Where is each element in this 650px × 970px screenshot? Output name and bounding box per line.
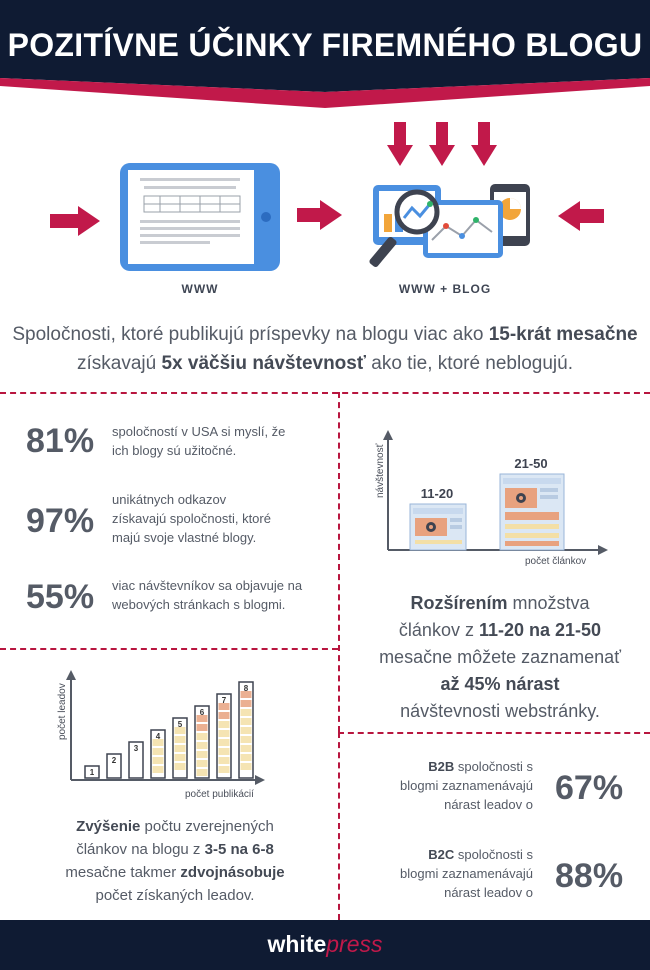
leads-bar-label: 3 — [133, 744, 139, 753]
b2c-value: 88% — [555, 857, 624, 895]
leads-bar-fill — [175, 763, 186, 770]
growth-x-label: počet článkov — [525, 556, 587, 567]
leads-bar-label: 1 — [89, 768, 95, 777]
leads-bar-fill — [175, 745, 186, 752]
leads-bar-fill — [241, 754, 252, 761]
intro-highlight: 15-krát mesačne — [488, 324, 638, 345]
leads-bar-label: 5 — [177, 720, 183, 729]
bar-label-11-20: 11-20 — [420, 486, 454, 501]
leads-bar-label: 2 — [111, 756, 117, 765]
leads-bar-label: 4 — [155, 732, 161, 741]
logo-white-part: white — [267, 931, 327, 957]
leads-highlight: Zvýšenie — [76, 818, 141, 835]
leads-bar-fill — [197, 733, 208, 740]
stat-value: 55% — [26, 578, 95, 616]
intro-text-part: získavajú — [76, 353, 162, 374]
leads-bar-fill — [241, 763, 252, 770]
segment-line: spoločnosti s — [454, 759, 533, 774]
growth-text-part: množstva — [507, 593, 590, 613]
whitepress-logo[interactable] — [0, 931, 650, 958]
stat-line: ich blogy sú užitočné. — [112, 443, 237, 458]
arrow-right-icon — [297, 200, 342, 230]
intro-text-part: ako tie, ktoré neblogujú. — [365, 353, 573, 374]
stat-item — [26, 574, 326, 634]
section-divider — [338, 732, 650, 734]
leads-growth-text — [20, 815, 330, 907]
traffic-growth-text — [355, 590, 645, 725]
leads-bar-chart — [45, 670, 315, 805]
page-title: POZITÍVNE ÚČINKY FIREMNÉHO BLOGU — [7, 27, 643, 63]
section-divider — [0, 392, 650, 394]
stat-description — [112, 576, 327, 614]
logo-press-part: press — [326, 931, 383, 957]
leads-bar-fill — [197, 742, 208, 749]
growth-text-part: článkov z — [398, 620, 479, 640]
b2b-description — [355, 757, 533, 814]
stat-item — [26, 420, 326, 480]
leads-text-part: počet získaných leadov. — [95, 887, 255, 904]
webpage-small-icon — [410, 504, 466, 550]
stat-line: majú svoje vlastné blogy. — [112, 530, 257, 545]
growth-text-part: návštevnosti webstránky. — [400, 701, 600, 721]
stat-line: získavajú spoločnosti, ktoré — [112, 511, 271, 526]
stat-item — [26, 490, 326, 550]
stat-value: 81% — [26, 422, 95, 460]
leads-bar-fill — [241, 745, 252, 752]
leads-bar-fill — [219, 757, 230, 764]
b2c-description — [355, 845, 533, 902]
segment-line: nárast leadov o — [444, 885, 533, 900]
stat-description — [112, 422, 327, 460]
leads-bar-fill — [197, 769, 208, 776]
segment-line: nárast leadov o — [444, 797, 533, 812]
leads-text-part: mesačne takmer — [65, 864, 181, 881]
leads-bar-fill — [219, 712, 230, 719]
footer — [0, 920, 650, 970]
segment-label: B2B — [428, 759, 455, 774]
arrow-down-icon — [429, 122, 455, 166]
leads-bar-label: 8 — [243, 684, 249, 693]
leads-bar-label: 7 — [221, 696, 227, 705]
devices-analytics-icon — [368, 184, 530, 268]
growth-highlight: 11-20 na 21-50 — [478, 620, 602, 640]
leads-bar-fill — [197, 760, 208, 767]
header-banner — [0, 0, 650, 108]
growth-y-label: návštevnosť — [375, 443, 386, 498]
leads-bar-fill — [241, 718, 252, 725]
leads-bar-fill — [241, 736, 252, 743]
leads-highlight: zdvojnásobuje — [180, 864, 285, 881]
leads-bar-fill — [219, 766, 230, 773]
stat-value: 97% — [26, 502, 95, 540]
leads-bar-fill — [197, 724, 208, 731]
growth-text-part: mesačne môžete zaznamenať — [379, 647, 621, 667]
leads-bar-fill — [153, 766, 164, 773]
segment-line: blogmi zaznamenávajú — [400, 778, 533, 793]
stat-line: spoločností v USA si myslí, že — [112, 424, 286, 439]
www-blog-caption: WWW + BLOG — [398, 282, 492, 296]
section-divider — [338, 392, 340, 732]
leads-bar-fill — [197, 751, 208, 758]
growth-highlight: Rozšírením — [410, 593, 508, 613]
b2b-value: 67% — [555, 769, 624, 807]
leads-bar-fill — [175, 754, 186, 761]
stat-description — [112, 490, 327, 547]
hero-illustration — [0, 108, 650, 308]
intro-text — [0, 320, 650, 378]
arrow-down-icon — [471, 122, 497, 166]
webpage-large-icon — [500, 474, 564, 550]
growth-highlight: až 45% nárast — [440, 674, 560, 694]
leads-text-part: počtu zverejnených — [140, 818, 274, 835]
intro-text-part: Spoločnosti, ktoré publikujú príspevky na blogu viac ako — [12, 324, 489, 345]
arrow-left-icon — [558, 201, 604, 231]
segment-line: spoločnosti s — [454, 847, 533, 862]
leads-bar-fill — [153, 748, 164, 755]
traffic-growth-chart — [355, 430, 645, 580]
intro-highlight: 5x väčšiu návštevnosť — [161, 353, 366, 374]
leads-bar-fill — [241, 709, 252, 716]
leads-bar-fill — [219, 739, 230, 746]
segment-label: B2C — [428, 847, 455, 862]
leads-bar-fill — [241, 700, 252, 707]
leads-y-label: počet leadov — [57, 683, 68, 740]
tablet-icon — [120, 163, 280, 271]
section-divider — [0, 648, 338, 650]
b2b-stat — [355, 757, 645, 823]
leads-bar-fill — [219, 730, 230, 737]
leads-bar-fill — [219, 748, 230, 755]
section-divider — [338, 732, 340, 920]
leads-text-part: článkov na blogu z — [76, 841, 205, 858]
bar-label-21-50: 21-50 — [514, 456, 548, 471]
leads-x-label: počet publikácií — [185, 789, 254, 800]
leads-bar-fill — [175, 736, 186, 743]
b2c-stat — [355, 845, 645, 911]
www-caption: WWW — [181, 282, 219, 296]
stat-line: unikátnych odkazov — [112, 492, 227, 507]
stat-line: webových stránkach s blogmi. — [112, 597, 286, 612]
leads-highlight: 3-5 na 6-8 — [204, 841, 274, 858]
leads-bar-fill — [219, 721, 230, 728]
leads-bar-fill — [153, 757, 164, 764]
stat-line: viac návštevníkov sa objavuje na — [112, 578, 303, 593]
leads-bar-fill — [241, 727, 252, 734]
leads-bar-label: 6 — [199, 708, 205, 717]
arrow-down-icon — [387, 122, 413, 166]
arrow-right-icon — [50, 206, 100, 236]
segment-line: blogmi zaznamenávajú — [400, 866, 533, 881]
